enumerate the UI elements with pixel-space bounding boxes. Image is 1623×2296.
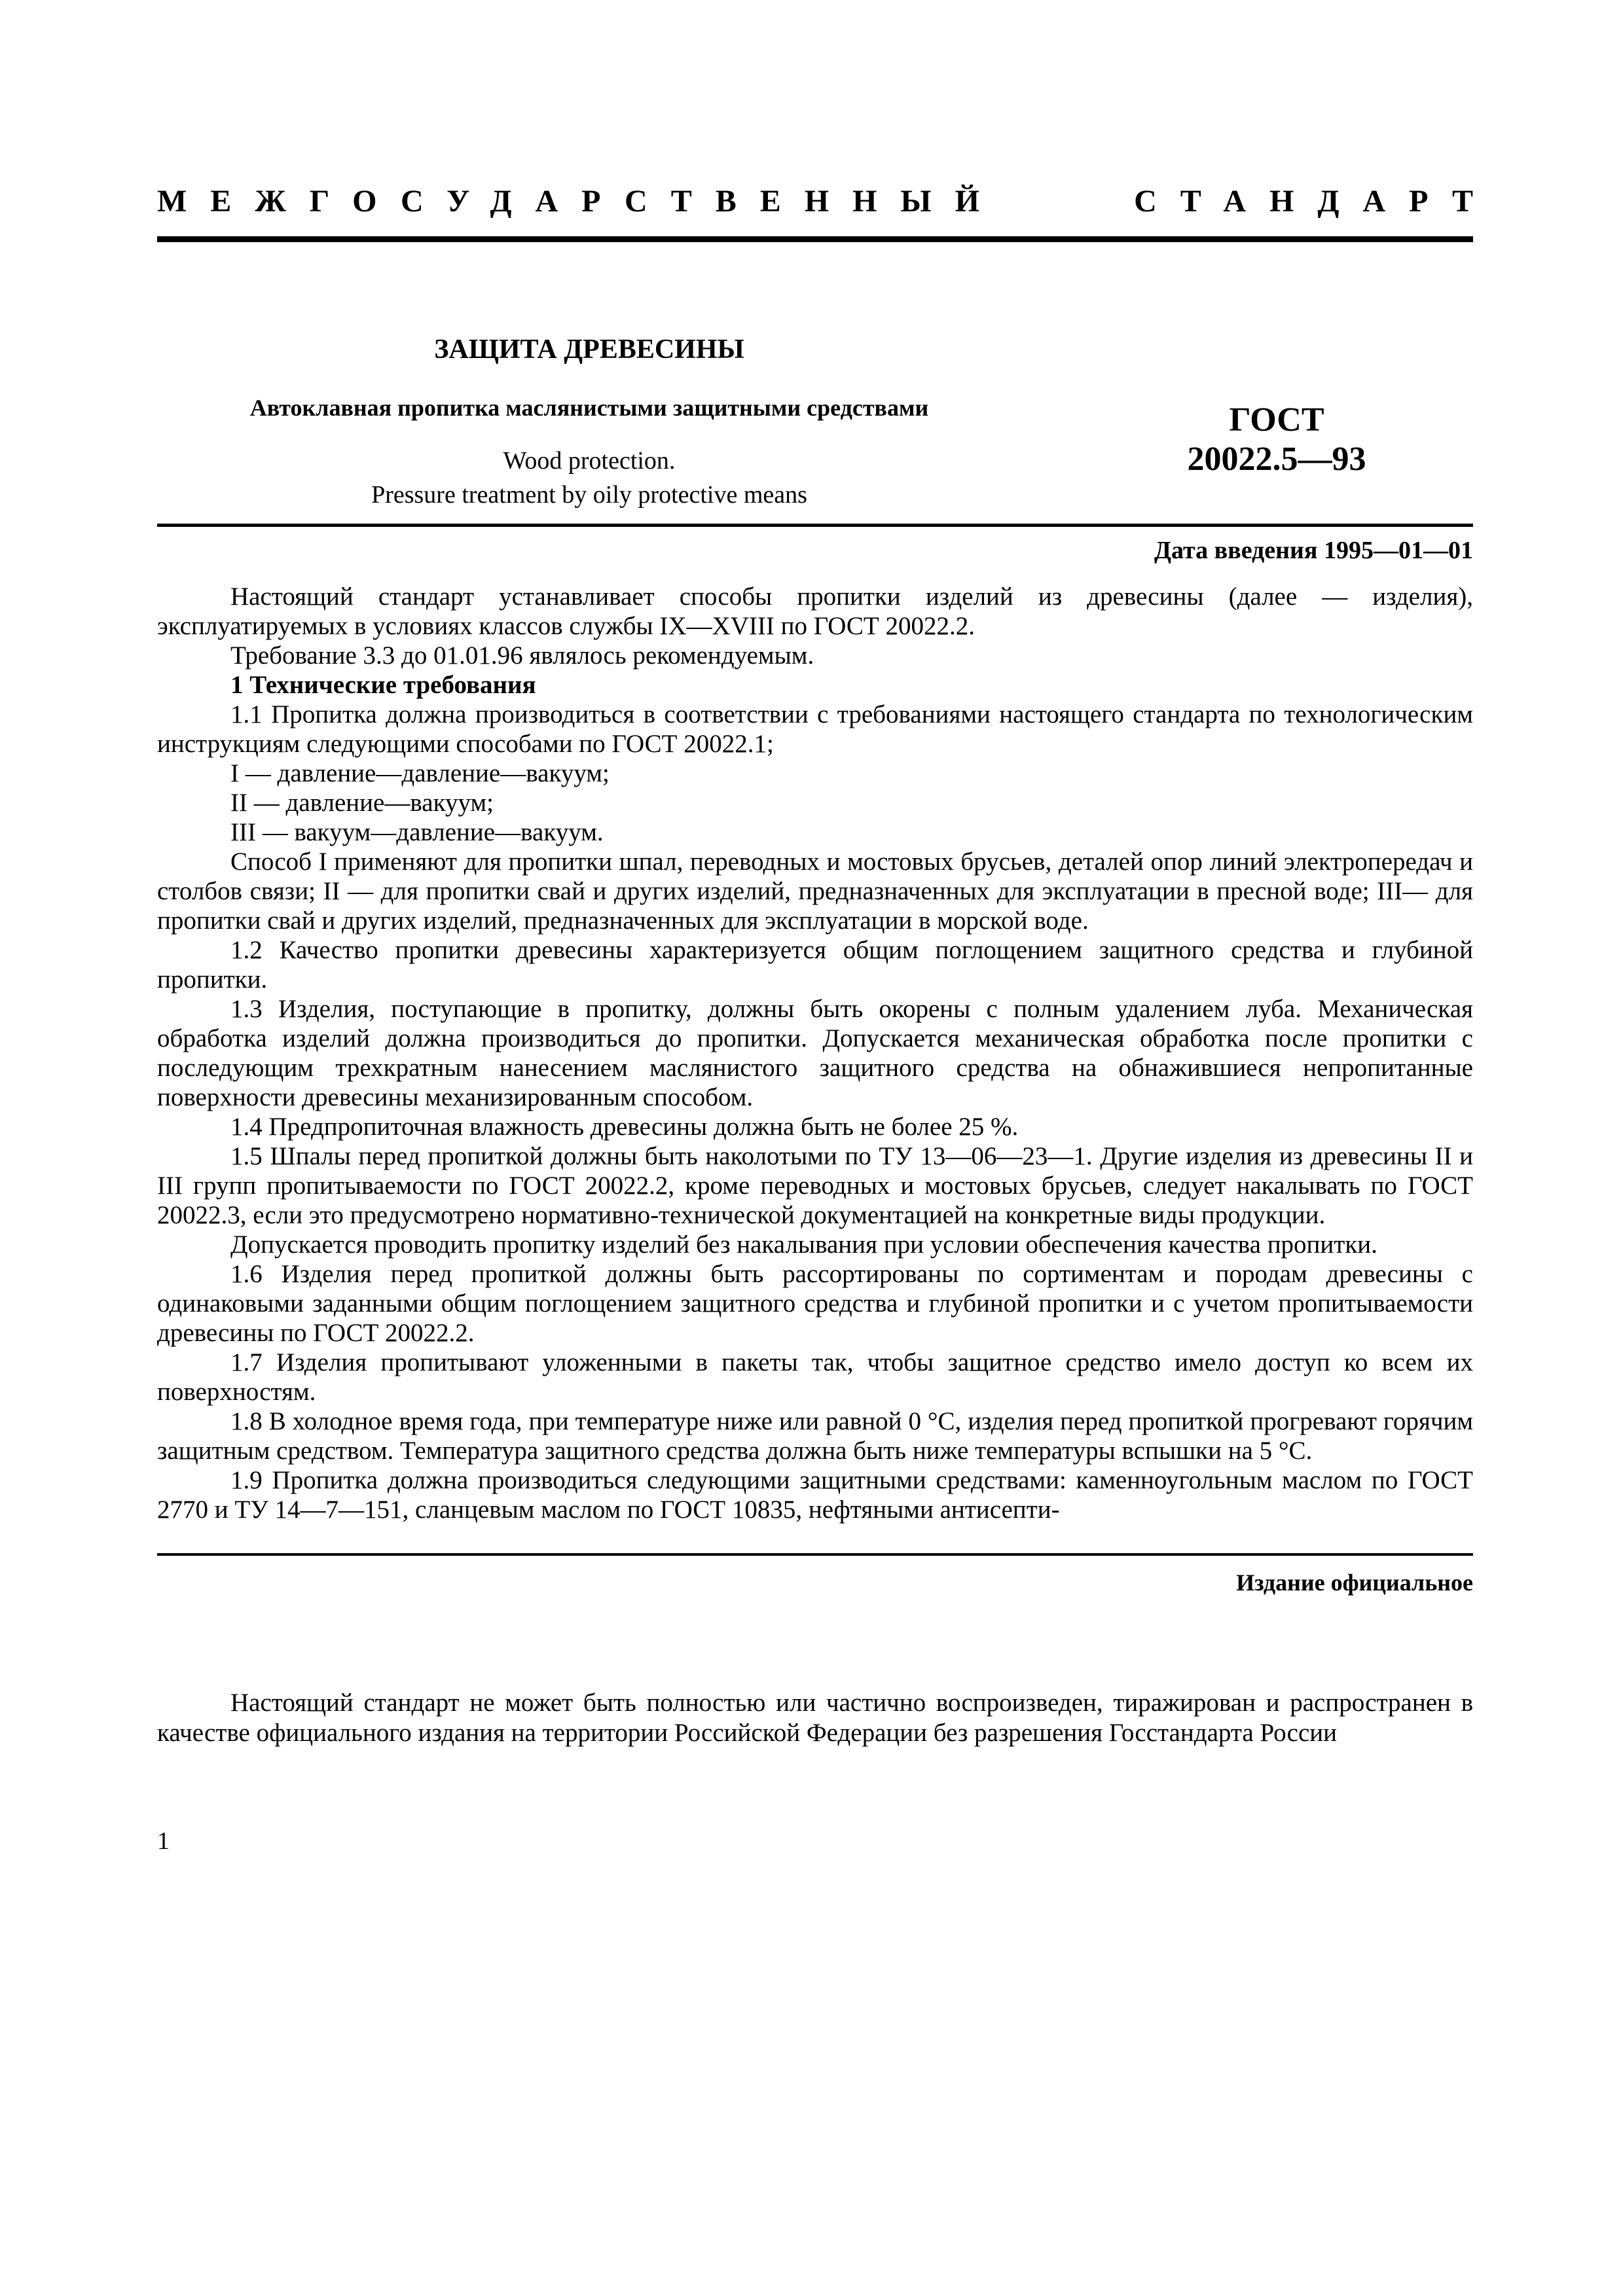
paragraph: 1.1 Пропитка должна производиться в соответствии с требованиями настоящего стандарта по технологическим инструкциям следующими способами по ГОСТ 20022.1; [157,700,1473,758]
title-rule [157,524,1473,527]
list-item: I — давление—давление—вакуум; [230,759,610,787]
introduction-date: Дата введения 1995—01—01 [1154,537,1473,564]
title-left [157,242,1021,512]
header-word-interstate: МЕЖГОСУДАРСТВЕННЫЙ [157,184,1003,219]
paragraph: 1.8 В холодное время года, при температуре ниже или равной 0 °С, изделия перед пропиткой прогревают горячим защитным средством. Температура защитного средства должна быть ниже температуры вспышки на 5 °С. [157,1407,1473,1465]
paragraph: Допускается проводить пропитку изделий без накалывания при условии обеспечения качества пропитки. [230,1230,1377,1259]
paragraph: 1.3 Изделия, поступающие в пропитку, должны быть окорены с полным удалением луба. Механическая обработка изделий должна производиться до пропитки. Допускается механическая обработка после пропитки с последующим трехкратным нанесением маслянистого защитного средства на обнажившиеся непропитанные поверхности древесины механизированным способом. [157,995,1473,1111]
paragraph: 1.4 Предпропиточная влажность древесины должна быть не более 25 %. [230,1113,1019,1141]
gost-designation [1120,401,1434,479]
section-heading: 1 Технические требования [230,671,536,699]
english-title-line-1: Wood protection. [503,447,676,475]
paragraph: 1.2 Качество пропитки древесины характеризуется общим поглощением защитного средства и глубиной пропитки. [157,936,1473,994]
header-rule [157,236,1473,242]
paragraph: 1.5 Шпалы перед пропиткой должны быть наколотыми по ТУ 13—06—23—1. Другие изделия из древесины II и III групп пропитываемости по ГОСТ 20022.2, кроме переводных и мостовых брусьев, следует накалывать по ГОСТ 20022.3, если это предусмотрено нормативно-технической документацией на конкретные виды продукции. [157,1142,1473,1229]
paragraph: Требование 3.3 до 01.01.96 являлось рекомендуемым. [230,641,814,670]
document-body [157,582,1473,1524]
document-subtitle: Автоклавная пропитка маслянистыми защитными средствами [249,395,929,421]
english-title-line-2: Pressure treatment by oily protective means [371,481,807,509]
list-item: II — давление—вакуум; [230,789,494,817]
paragraph: 1.7 Изделия пропитывают уложенными в пакеты так, чтобы защитное средство имело доступ ко всем их поверхностям. [157,1348,1473,1406]
paragraph: 1.6 Изделия перед пропиткой должны быть рассортированы по сортиментам и породам древесины с одинаковыми заданными общим поглощением защитного средства и глубиной пропитки и с учетом пропитываемости древесины по ГОСТ 20022.2. [157,1260,1473,1347]
page-number: 1 [157,1827,170,1855]
title-block [157,242,1473,524]
document-page [157,183,1497,1856]
footer-rule [157,1553,1473,1556]
standard-header [157,183,1497,219]
header-word-standard: СТАНДАРТ [1134,184,1497,219]
english-title [157,444,1021,512]
copyright-notice: Настоящий стандарт не может быть полностью или частично воспроизведен, тиражирован и распространен в качестве официального издания на территории Российской Федерации без разрешения Госстандарта России [157,1689,1473,1747]
list-item: III — вакуум—давление—вакуум. [230,818,604,846]
gost-label: ГОСТ [1229,401,1324,439]
gost-number: 20022.5—93 [1187,440,1366,478]
paragraph: Способ I применяют для пропитки шпал, переводных и мостовых брусьев, деталей опор линий электропередач и столбов связи; II — для пропитки свай и других изделий, предназначенных для эксплуатации в пресной воде; III— для пропитки свай и других изделий, предназначенных для эксплуатации в морской воде. [157,848,1473,935]
paragraph: 1.9 Пропитка должна производиться следующими защитными средствами: каменноугольным маслом по ГОСТ 2770 и ТУ 14—7—151, сланцевым маслом по ГОСТ 10835, нефтяными антисепти- [157,1466,1473,1524]
edition-label: Издание официальное [1236,1570,1473,1596]
document-title: ЗАЩИТА ДРЕВЕСИНЫ [434,334,744,365]
paragraph: Настоящий стандарт устанавливает способы пропитки изделий из древесины (далее — изделия), эксплуатируемых в условиях классов службы IX—XVIII по ГОСТ 20022.2. [157,583,1473,640]
